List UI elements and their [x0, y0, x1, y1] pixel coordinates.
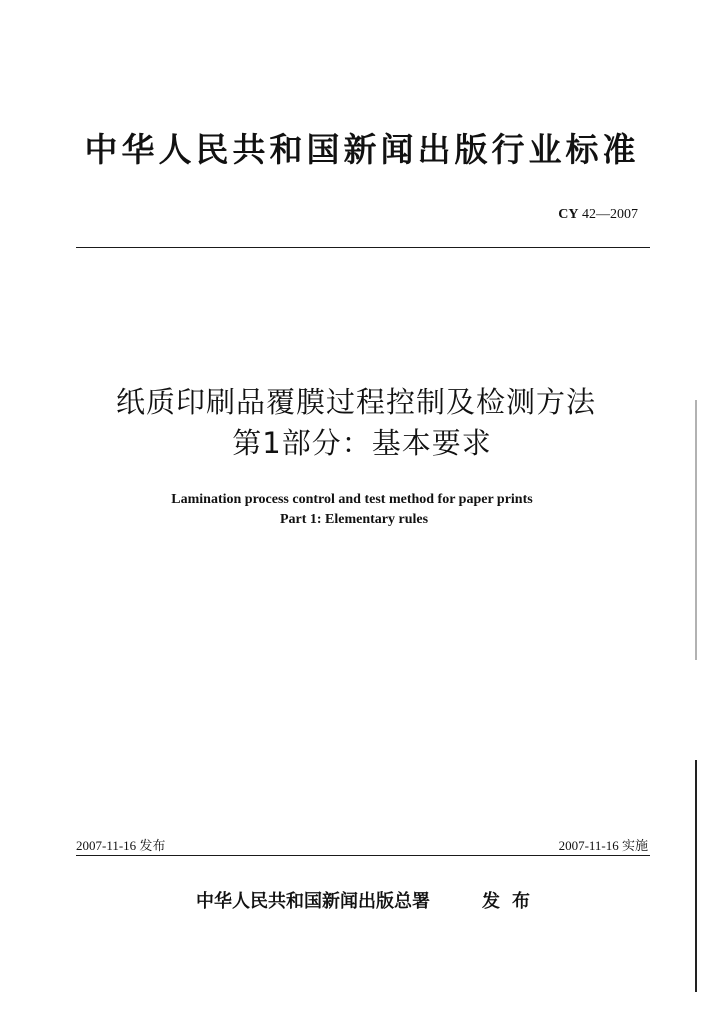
scan-edge-line [695, 400, 697, 660]
issuing-action: 发布 [482, 891, 542, 912]
standard-category-title: 中华人民共和国新闻出版行业标准 [84, 130, 640, 169]
scan-edge-line [695, 760, 697, 992]
issue-date: 2007-11-16 发布 [76, 838, 166, 853]
standard-number [558, 206, 638, 224]
implementation-date: 2007-11-16 实施 [558, 838, 648, 853]
standard-prefix: CY [558, 207, 579, 222]
standard-code: 42—2007 [582, 207, 638, 222]
footer-divider [76, 855, 650, 856]
english-title-line2: Part 1: Elementary rules [279, 512, 429, 527]
chinese-title-line2: 第1部分：基本要求 [232, 426, 492, 460]
english-title-line1: Lamination process control and test method for paper prints [171, 492, 533, 507]
chinese-title-line1: 纸质印刷品覆膜过程控制及检测方法 [115, 385, 596, 419]
header-divider [76, 247, 650, 248]
issuing-authority: 中华人民共和国新闻出版总署 [196, 891, 430, 912]
